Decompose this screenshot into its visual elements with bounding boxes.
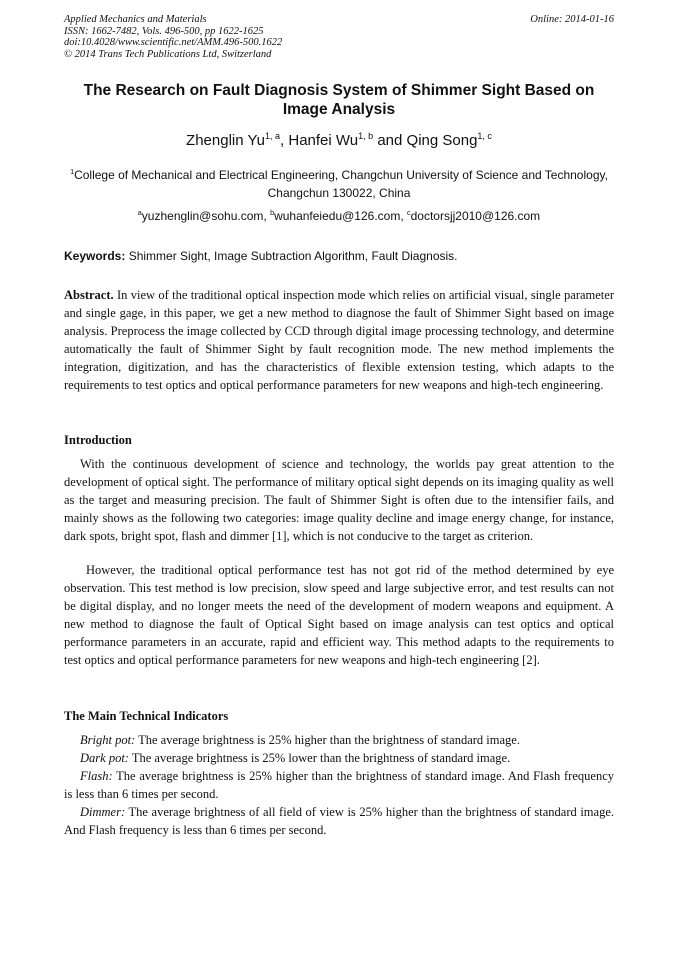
indicator-text: The average brightness of all field of view is 25% higher than the brightness of standard image. And Flash frequency is less than 6 times per second. xyxy=(64,805,614,837)
email-separator: , xyxy=(400,209,407,223)
affiliation-mark: 1 xyxy=(70,167,75,176)
introduction-paragraph: However, the traditional optical performance test has not got rid of the method determined by eye observation. This test method is low precision, slow speed and large subjective error, and test results can not be digital display, and no longer meets the need of the development of modern weapons and equipment. A new method to diagnose the fault of Optical Sight based on image analysis can test optics and optical performance parameters in an accurate, rapid and efficient way. This method adapts to the requirements to test optics and optical performance parameters for new weapons and high-tech engineering [2]. xyxy=(64,563,614,667)
author-affil-mark: 1, a xyxy=(265,131,281,141)
indicator-text: The average brightness is 25% lower than the brightness of standard image. xyxy=(128,751,511,765)
affiliation-text: College of Mechanical and Electrical Engineering, Changchun University of Science and Technology, Changchun 130022, China xyxy=(74,168,608,200)
indicator-term: Bright pot: xyxy=(80,733,136,747)
keywords xyxy=(64,248,614,264)
author-name: Zhenglin Yu xyxy=(186,132,266,149)
author-affil-mark: 1, c xyxy=(477,131,492,141)
author-and: and xyxy=(373,132,407,149)
online-date: Online: 2014-01-16 xyxy=(530,14,614,25)
indicator-text: The average brightness is 25% higher than the brightness of standard image. And Flash frequency is less than 6 times per second. xyxy=(64,769,614,801)
keywords-label: Keywords: xyxy=(64,249,126,263)
journal-header xyxy=(64,14,282,60)
indicator-item xyxy=(64,749,614,767)
abstract xyxy=(64,286,614,394)
indicator-term: Flash: xyxy=(80,769,113,783)
journal-issn: ISSN: 1662-7482, Vols. 496-500, pp 1622-1625 xyxy=(64,25,264,37)
author-name: Hanfei Wu xyxy=(288,132,359,149)
indicator-term: Dimmer: xyxy=(80,805,126,819)
author-name: Qing Song xyxy=(406,132,478,149)
introduction-heading: Introduction xyxy=(64,433,132,447)
email-mark: c xyxy=(407,208,411,217)
indicators-heading: The Main Technical Indicators xyxy=(64,709,229,723)
affiliation xyxy=(64,166,614,202)
author-line xyxy=(64,132,614,150)
indicator-term: Dark pot: xyxy=(80,751,129,765)
indicator-item xyxy=(64,731,614,749)
email-mark: a xyxy=(137,208,142,217)
introduction-paragraph: With the continuous development of science and technology, the worlds pay great attention to the development of optical sight. The performance of military optical sight depends on its imaging quality as well as the target and measuring precision. The fault of Shimmer Sight is often due to the intensifier fails, and mainly shows as the following two categories: image quality decline and image energy change, for instance, dark spots, bright spot, flash and dimmer [1], which is not conducive to the target as criterion. xyxy=(64,457,614,543)
email-line xyxy=(64,208,614,224)
journal-name: Applied Mechanics and Materials xyxy=(64,14,207,25)
paper-title: The Research on Fault Diagnosis System of Shimmer Sight Based on Image Analysis xyxy=(83,82,595,118)
email-separator: , xyxy=(263,209,271,223)
email-address: yuzhenglin@sohu.com xyxy=(141,209,264,223)
abstract-text: In view of the traditional optical inspection mode which relies on artificial visual, single parameter and single gage, in this paper, we get a new method to diagnose the fault of Shimmer Sight based on image analysis. Preprocess the image collected by CCD through digital image processing technology, and determine automatically the fault of Shimmer Sight by fault recognition mode. The new method implements the integration, digitization, and has the characteristics of flexible extension testing, which adapts to the requirements to test optics and optical performance parameters for new weapons and high-tech engineering. xyxy=(64,288,614,392)
email-address: doctorsjj2010@126.com xyxy=(410,209,541,223)
journal-doi: doi:10.4028/www.scientific.net/AMM.496-500.1622 xyxy=(64,37,283,48)
journal-copyright: © 2014 Trans Tech Publications Ltd, Switzerland xyxy=(64,48,272,60)
author-separator: , xyxy=(280,132,289,149)
email-address: wuhanfeiedu@126.com xyxy=(274,209,401,223)
indicator-item xyxy=(64,767,614,803)
email-mark: b xyxy=(270,208,275,217)
abstract-label: Abstract. xyxy=(64,288,114,302)
keywords-text: Shimmer Sight, Image Subtraction Algorithm, Fault Diagnosis. xyxy=(125,249,458,263)
indicator-item xyxy=(64,803,614,839)
indicator-text: The average brightness is 25% higher than the brightness of standard image. xyxy=(135,733,520,747)
author-affil-mark: 1, b xyxy=(358,131,374,141)
